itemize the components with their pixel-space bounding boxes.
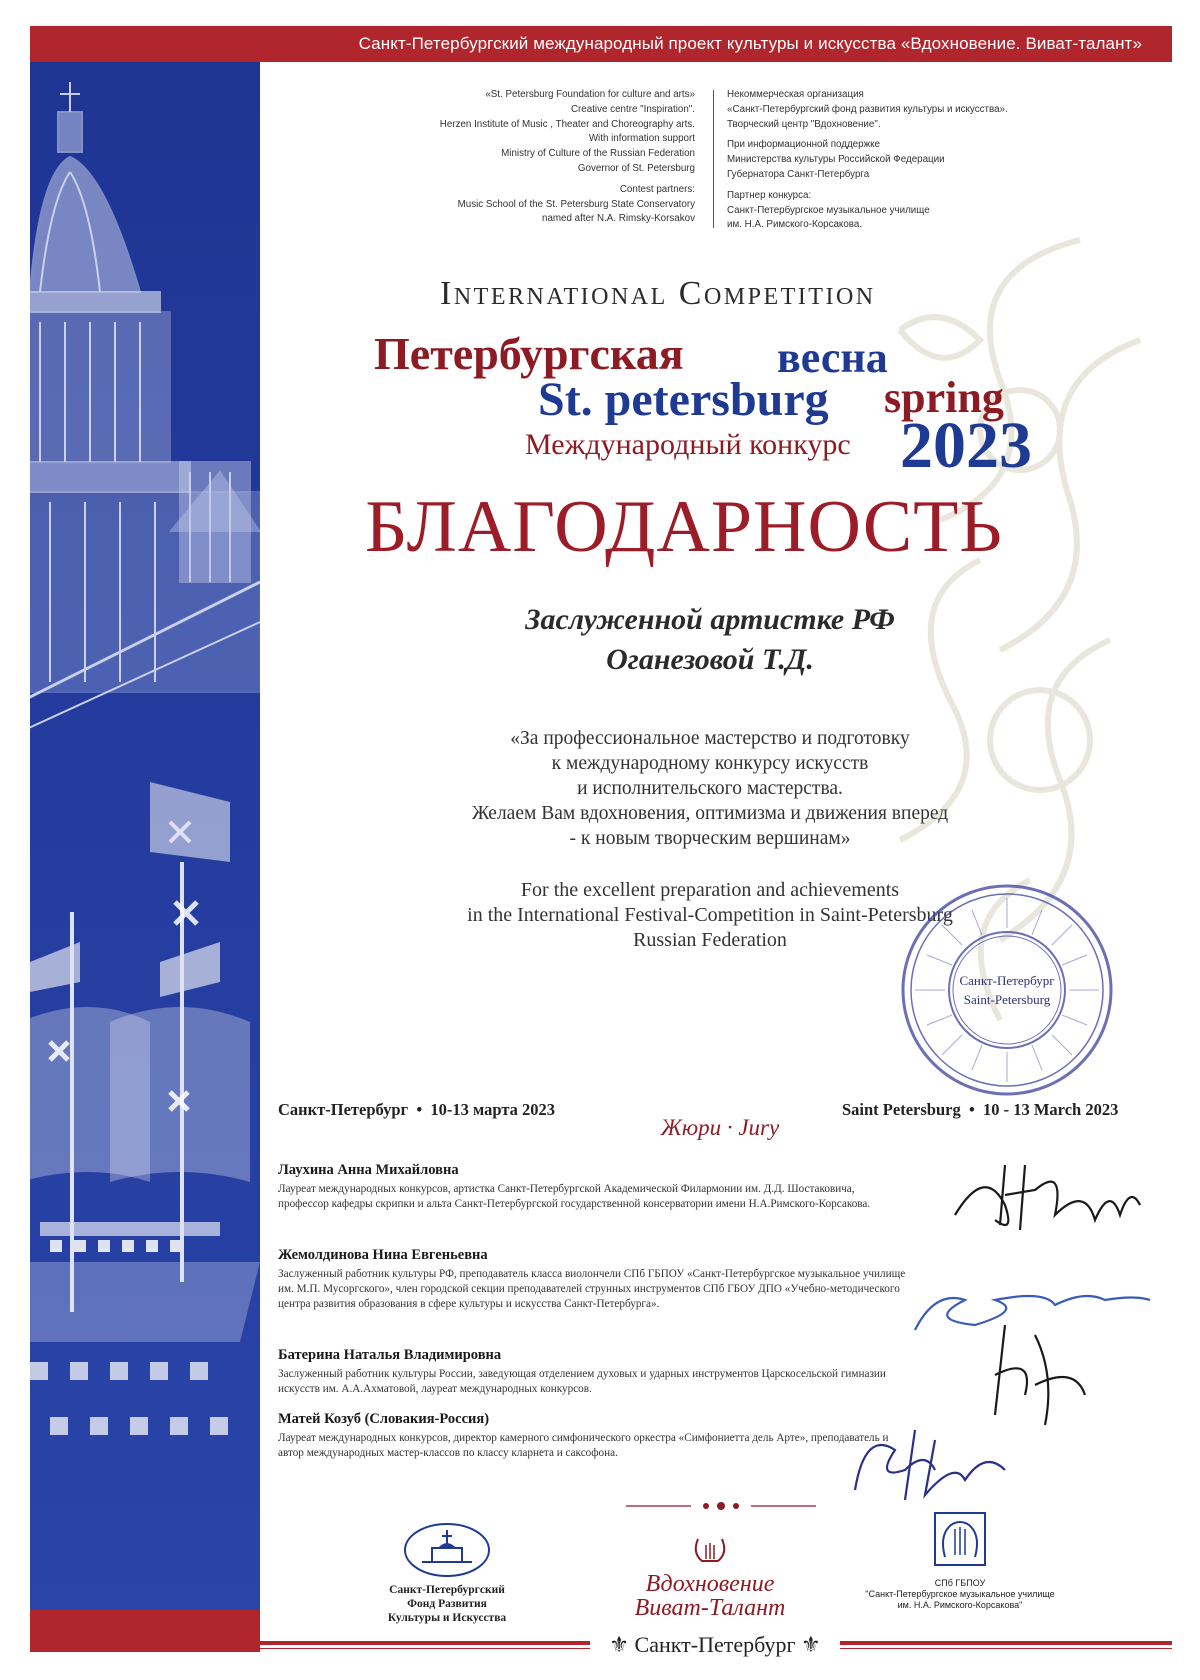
vdohnovenie-logo (595, 1535, 825, 1620)
date-en-range: 10 - 13 March 2023 (982, 1100, 1119, 1119)
header-en-line: Music School of the St. Petersburg State Conservatory (457, 198, 695, 210)
citation-en-line: Russian Federation (633, 929, 787, 951)
header-en-line: Governor of St. Petersburg (577, 162, 695, 174)
school-emblem-icon (925, 1505, 995, 1573)
fleur-icon: ⚜ (609, 1632, 630, 1657)
header-organizers-en (365, 88, 695, 227)
school-logo-line: им. Н.А. Римского-Корсакова" (897, 1600, 1023, 1610)
title-ru-petersburgskaya: Петербургская (374, 328, 684, 379)
fund-logo-line: Культуры и Искусства (387, 1612, 507, 1624)
banner-text: Санкт-Петербургский международный проект культуры и искусства «Вдохновение. Виват-талант» (358, 34, 1142, 53)
school-logo (845, 1505, 1075, 1611)
cathedral-and-ship-illustration (30, 62, 260, 1652)
jury-member-desc: Заслуженный работник культуры РФ, преподаватель класса виолончели СПб ГБПОУ «Санкт-Петербургское музыкальное училище им. М.П. Мусоргского», член городской секции преподавателей струнных инструментов СПб ГБОУ ДПО «Учебно-методического центра развития образования в сфере культуры и искусства Санкт-Петербурга». (278, 1268, 906, 1310)
jury-member-desc: Лауреат международных конкурсов, директор камерного симфонического оркестра «Симфониетта дель Арте», преподаватель и автор международных мастер-классов по классу кларнета и саксофона. (278, 1432, 889, 1459)
header-en-line: Herzen Institute of Music , Theater and Choreography arts. (439, 118, 695, 130)
jury-member-desc: Заслуженный работник культуры России, заведующая отделением духовых и ударных инструментов Царскосельской гимназии искусств им. А.А.Ахматовой, лауреат международных конкурсов. (278, 1368, 886, 1395)
header-ru-line: Некоммерческая организация (727, 89, 864, 100)
vivat-talant-text: Виват-Талант (634, 1595, 786, 1621)
jury-member (278, 1411, 908, 1461)
school-logo-line: "Санкт-Петербургское музыкальное училище (865, 1589, 1055, 1599)
citation-ru-line: Желаем Вам вдохновения, оптимизма и движения вперед (471, 803, 949, 824)
header-en-line: Contest partners: (619, 183, 695, 195)
title-ru-vesna: весна (777, 333, 888, 382)
jury-member-name: Жемолдинова Нина Евгеньевна (278, 1247, 488, 1263)
left-illustration-panel (30, 62, 260, 1652)
jury-heading: Жюри · Jury (660, 1115, 780, 1140)
signature-4 (845, 1410, 1015, 1510)
citation-en-line: in the International Festival-Competition in Saint-Petersburg (467, 904, 953, 926)
left-red-footer (30, 1610, 260, 1652)
header-ru-line: Министерства культуры Российской Федерации (727, 154, 945, 166)
header-ru-line: им. Н.А. Римского-Корсакова. (727, 219, 863, 231)
header-ru-line: Творческий центр "Вдохновение". (727, 118, 881, 130)
jury-member-name: Батерина Наталья Владимировна (278, 1347, 502, 1363)
header-ru-line: Партнер конкурса: (727, 189, 812, 201)
date-en: Saint Petersburg • 10 - 13 March 2023 (842, 1100, 1119, 1119)
footer-city (590, 1632, 840, 1658)
date-ru: Санкт-Петербург • 10-13 марта 2023 (278, 1100, 556, 1119)
fund-logo-line: Фонд Развития (407, 1598, 487, 1610)
citation-ru-line: «За профессиональное мастерство и подготовку (510, 728, 910, 749)
header-en-line: «St. Petersburg Foundation for culture and arts» (485, 89, 695, 100)
jury-member (278, 1162, 908, 1212)
header-en-line: Creative centre "Inspiration". (570, 103, 695, 115)
competition-label-en: International Competition (440, 275, 876, 312)
date-en-city: Saint Petersburg (842, 1100, 961, 1119)
citation-en-line: For the excellent preparation and achievements (520, 879, 900, 901)
stamp-center-en: Saint-Petersburg (963, 992, 1051, 1007)
citation-ru (330, 726, 1090, 851)
title-en-st-petersburg: St. petersburg (538, 373, 829, 426)
competition-year: 2023 (900, 409, 1032, 482)
fund-emblem-icon (402, 1520, 492, 1578)
footer-city-text: Санкт-Петербург (634, 1632, 796, 1657)
lyre-icon (690, 1535, 730, 1567)
fleur-icon: ⚜ (800, 1632, 821, 1657)
citation-ru-line: к международному конкурсу искусств (551, 753, 869, 774)
header-ru-line: Губернатора Санкт-Петербурга (727, 168, 870, 180)
title-en-spring: spring (884, 373, 1004, 422)
fund-logo-line: Санкт-Петербургский (389, 1584, 505, 1596)
recipient-name: Оганезовой Т.Д. (606, 643, 814, 676)
school-abbr: СПб ГБПОУ (934, 1578, 986, 1588)
recipient-title: Заслуженной артистке РФ (525, 603, 895, 636)
jury-member-desc: Лауреат международных конкурсов, артистка Санкт-Петербургской Академической Филармонии им. Д.Д. Шостаковича, профессор кафедры скрипки и альта Санкт-Петербургской государственной консерватории имени Н.А.Римского-Корсакова. (278, 1183, 871, 1210)
header-ru-line: При информационной поддержке (727, 139, 880, 151)
header-organizers-ru (727, 88, 1067, 233)
citation-ru-line: - к новым творческим вершинам» (569, 828, 851, 849)
citation-ru-line: и исполнительского мастерства. (577, 778, 843, 799)
title-ru-international-competition: Международный конкурс (525, 428, 851, 461)
jury-member-name: Лаухина Анна Михайловна (278, 1162, 459, 1178)
header-en-line: Ministry of Culture of the Russian Federation (501, 148, 695, 160)
official-stamp (897, 880, 1117, 1100)
date-ru-city: Санкт-Петербург (278, 1100, 409, 1119)
jury-member (278, 1347, 908, 1397)
top-banner (30, 26, 1172, 62)
signature-1 (945, 1145, 1145, 1245)
certificate-title: БЛАГОДАРНОСТЬ (365, 486, 1003, 568)
date-ru-range: 10-13 марта 2023 (430, 1100, 556, 1119)
jury-member-name: Матей Козуб (Словакия-Россия) (278, 1411, 490, 1427)
header-ru-line: Санкт-Петербургское музыкальное училище (727, 204, 930, 216)
jury-member (278, 1247, 908, 1312)
fund-logo (362, 1520, 532, 1625)
divider-ornament (626, 1497, 816, 1515)
header-ru-line: «Санкт-Петербургский фонд развития культуры и искусства». (727, 103, 1008, 115)
vdohnovenie-text: Вдохновение (645, 1571, 775, 1597)
header-en-line: named after N.A. Rimsky-Korsakov (542, 213, 695, 225)
header-divider (713, 90, 714, 228)
stamp-center-ru: Санкт-Петербург (959, 973, 1055, 988)
header-en-line: With information support (588, 133, 695, 145)
